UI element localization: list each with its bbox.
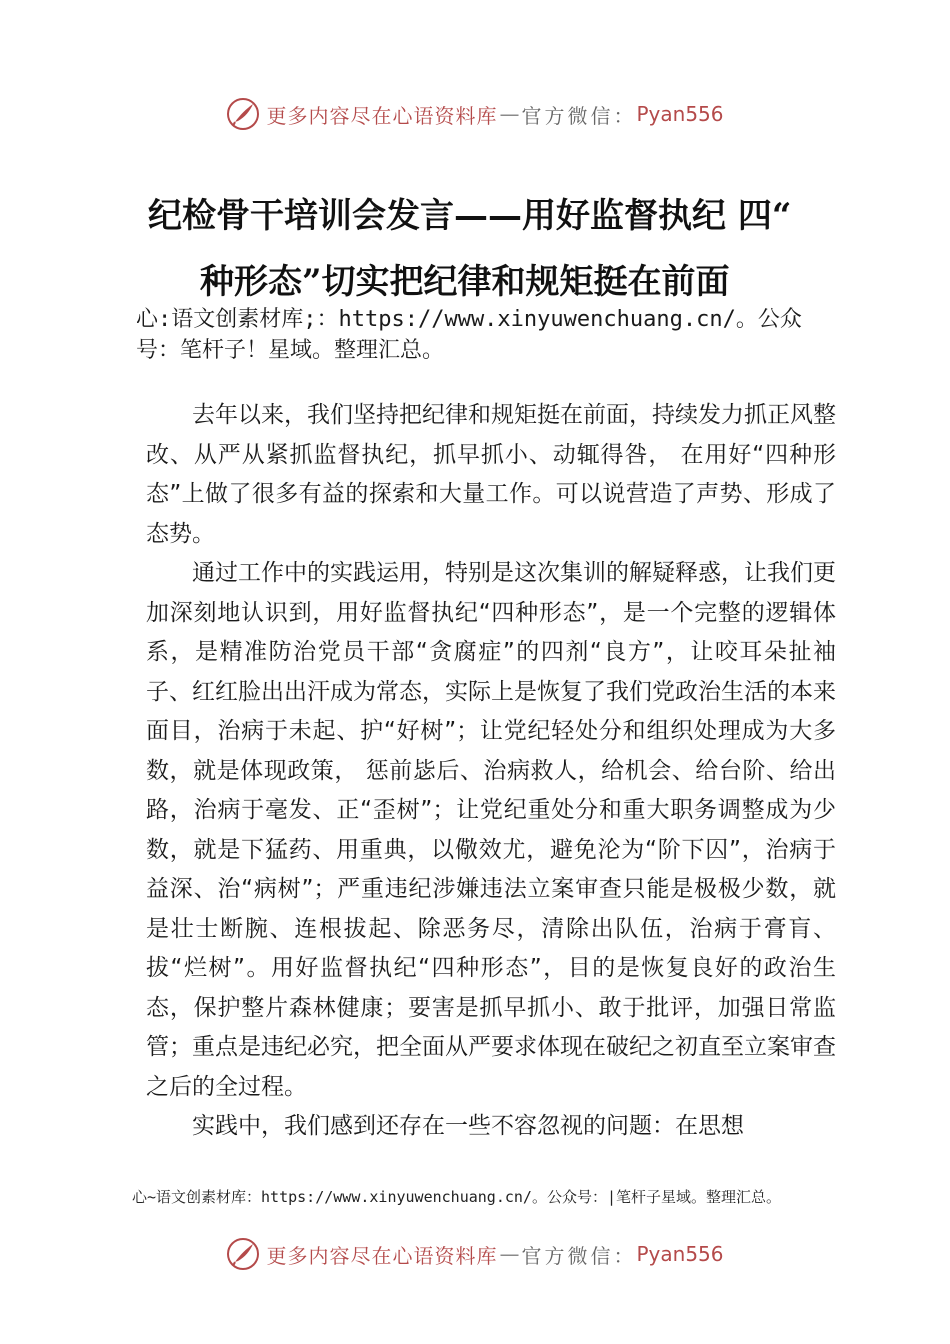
paragraph: 实践中，我们感到还存在一些不容忽视的问题：在思想	[192, 1113, 744, 1139]
document-body	[146, 396, 836, 1147]
banner-wechat-id: Pyan556	[636, 102, 724, 126]
footer-banner	[0, 1232, 950, 1276]
banner-site-name: 更多内容尽在心语资料库	[266, 1243, 498, 1268]
document-title-line2: 种形态”切实把纪律和规矩挺在前面	[200, 262, 730, 302]
banner-dash: —	[499, 1242, 520, 1266]
source-note: 心:语文创素材库;：https://www.xinyuwenchuang.cn/。公众号：笔杆子！星域。整理汇总。	[136, 307, 802, 363]
banner-site-name: 更多内容尽在心语资料库	[266, 103, 498, 128]
footer-source-note: 心~语文创素材库：https://www.xinyuwenchuang.cn/。公众号：|笔杆子星域。整理汇总。	[132, 1188, 781, 1206]
document-title-line1: 纪检骨干培训会发言——用好监督执纪 四“	[148, 196, 792, 236]
banner-wechat-label: 官方微信：	[521, 103, 637, 128]
banner-wechat-label: 官方微信：	[521, 1243, 637, 1268]
banner-dash: —	[499, 102, 520, 126]
banner-wechat-id: Pyan556	[636, 1242, 724, 1266]
quill-logo-icon	[226, 97, 260, 131]
paragraph: 通过工作中的实践运用，特别是这次集训的解疑释惑，让我们更加深刻地认识到，用好监督执纪“四种形态”，是一个完整的逻辑体系，是精准防治党员干部“贪腐症”的四剂“良方”，让咬耳朵扯袖子、红红脸出出汗成为常态，实际上是恢复了我们党政治生活的本来面目，治病于未起、护“好树”；让党纪轻处分和组织处理成为大多数，就是体现政策， 惩前毖后、治病救人，给机会、给台阶、给出路，治病于毫发、正“歪树”；让党纪重处分和重大职务调整成为少数，就是下猛药、用重典，以儆效尤，避免沦为“阶下囚”，治病于益深、治“病树”；严重违纪涉嫌违法立案审查只能是极极少数，就是壮士断腕、连根拔起、除恶务尽，清除出队伍，治病于膏肓、拔“烂树”。用好监督执纪“四种形态”，目的是恢复良好的政治生态，保护整片森林健康；要害是抓早抓小、敢于批评，加强日常监管；重点是违纪必究，把全面从严要求体现在破纪之初直至立案审查之后的全过程。	[146, 560, 836, 1100]
header-banner	[0, 92, 950, 136]
paragraph: 去年以来，我们坚持把纪律和规矩挺在前面，持续发力抓正风整改、从严从紧抓监督执纪，抓早抓小、动辄得咎， 在用好“四种形态”上做了很多有益的探索和大量工作。可以说营造了声势、形成了态势。	[146, 402, 836, 547]
quill-logo-icon	[226, 1237, 260, 1271]
